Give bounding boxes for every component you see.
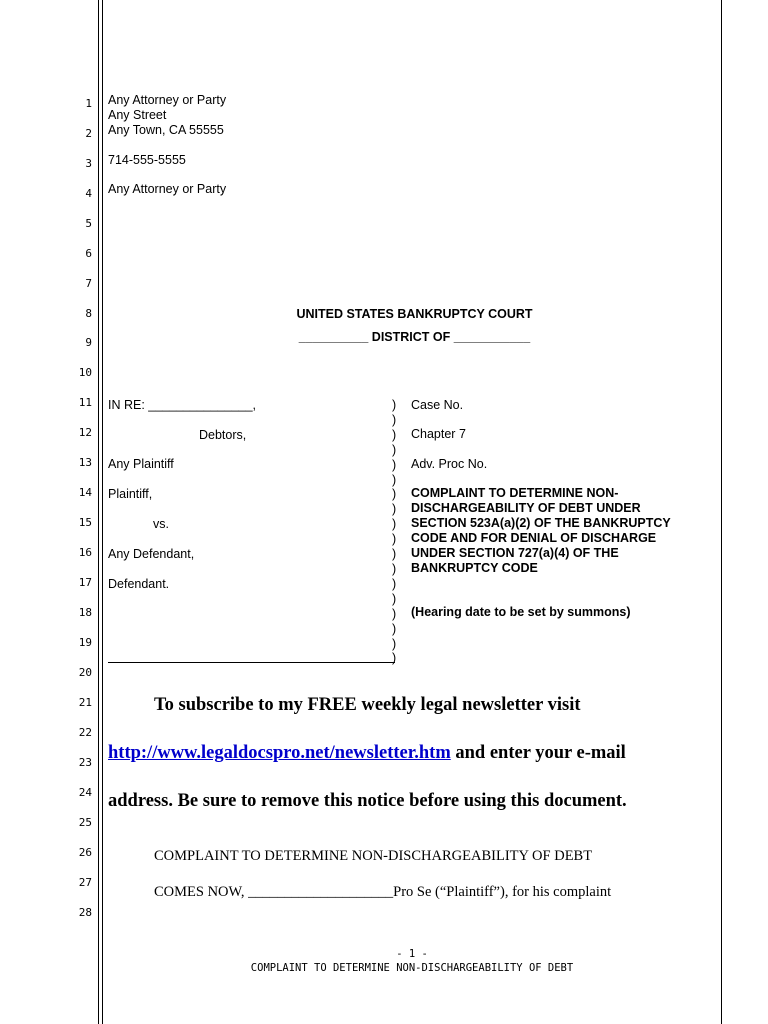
line-number: 10: [78, 366, 92, 379]
line-number: 25: [78, 816, 92, 829]
line-number: 27: [78, 876, 92, 889]
line-number: 26: [78, 846, 92, 859]
line-number: 14: [78, 486, 92, 499]
paren: ): [392, 621, 397, 636]
line-number: 11: [78, 396, 92, 409]
attorney-city: Any Town, CA 55555: [108, 123, 224, 137]
notice-line-1: To subscribe to my FREE weekly legal newsletter visit: [154, 695, 581, 715]
line-number: 1: [85, 97, 92, 110]
plaintiff-name: Any Plaintiff: [108, 457, 174, 471]
complaint-title-line: COMPLAINT TO DETERMINE NON-: [411, 486, 619, 500]
paren: ): [392, 547, 397, 562]
line-number: 4: [85, 187, 92, 200]
line-number: 12: [78, 426, 92, 439]
notice-line-2-text: and enter your e-mail: [450, 743, 626, 763]
case-number-label: Case No.: [411, 398, 464, 412]
paren: ): [392, 412, 397, 427]
footer-title: COMPLAINT TO DETERMINE NON-DISCHARGEABILITY OF DEBT: [250, 962, 574, 974]
paren: ): [392, 591, 397, 606]
line-number: 20: [78, 666, 92, 679]
line-number: 16: [78, 546, 92, 559]
line-number: 9: [85, 336, 92, 349]
paren: ): [392, 561, 397, 576]
line-number: 3: [85, 157, 92, 170]
complaint-title-block: [411, 486, 671, 576]
court-name: UNITED STATES BANKRUPTCY COURT: [296, 307, 533, 321]
versus-label: vs.: [153, 517, 169, 531]
paren: ): [392, 487, 397, 502]
complaint-title-line: DISCHARGEABILITY OF DEBT UNDER: [411, 501, 641, 515]
notice-line-3: address. Be sure to remove this notice before using this document.: [108, 791, 627, 811]
line-number: 8: [85, 307, 92, 320]
paren: ): [392, 636, 397, 651]
chapter-label: Chapter 7: [411, 427, 466, 441]
body-heading: COMPLAINT TO DETERMINE NON-DISCHARGEABILITY OF DEBT: [154, 848, 593, 864]
left-margin-rule-inner: [102, 0, 103, 1024]
line-number: 7: [85, 277, 92, 290]
line-number: 15: [78, 516, 92, 529]
line-number: 18: [78, 606, 92, 619]
paren: ): [392, 398, 397, 412]
comes-now-line: [154, 884, 611, 901]
court-district: __________ DISTRICT OF ___________: [298, 330, 531, 344]
attorney-name: Any Attorney or Party: [108, 93, 227, 107]
paren: ): [392, 517, 397, 532]
comes-now-prefix: COMES NOW,: [154, 884, 249, 900]
line-number: 24: [78, 786, 92, 799]
paren: ): [392, 576, 397, 591]
paren: ): [392, 502, 397, 517]
right-margin-rule: [721, 0, 722, 1024]
paren: ): [392, 651, 397, 666]
plaintiff-blank: ____________________: [248, 884, 394, 900]
paren: ): [392, 606, 397, 621]
attorney-phone: 714-555-5555: [108, 153, 186, 167]
line-number: 19: [78, 636, 92, 649]
caption-parentheses: [392, 398, 396, 666]
comes-now-suffix: Pro Se (“Plaintiff”), for his complaint: [393, 884, 612, 900]
line-number: 13: [78, 456, 92, 469]
newsletter-link[interactable]: http://www.legaldocspro.net/newsletter.htm: [108, 743, 451, 763]
attorney-for: Any Attorney or Party: [108, 182, 227, 196]
notice-line-2: [108, 743, 626, 764]
debtors-label: Debtors,: [199, 428, 247, 442]
in-re: IN RE: _______________,: [108, 398, 257, 412]
paren: ): [392, 472, 397, 487]
line-number: 2: [85, 127, 92, 140]
complaint-title-line: BANKRUPTCY CODE: [411, 561, 538, 575]
hearing-date-note: (Hearing date to be set by summons): [411, 605, 631, 619]
paren: ): [392, 457, 397, 472]
left-margin-rule-outer: [98, 0, 99, 1024]
line-number: 23: [78, 756, 92, 769]
complaint-title-line: SECTION 523A(a)(2) OF THE BANKRUPTCY: [411, 516, 671, 530]
line-number: 5: [85, 217, 92, 230]
line-number: 28: [78, 906, 92, 919]
line-number: 6: [85, 247, 92, 260]
line-number: 22: [78, 726, 92, 739]
adversary-proceeding-label: Adv. Proc No.: [411, 457, 488, 471]
caption-bottom-rule: [108, 662, 395, 663]
line-number: 21: [78, 696, 92, 709]
defendant-name: Any Defendant,: [108, 547, 195, 561]
line-number: 17: [78, 576, 92, 589]
attorney-street: Any Street: [108, 108, 167, 122]
defendant-label: Defendant.: [108, 577, 170, 591]
paren: ): [392, 427, 397, 442]
complaint-title-line: UNDER SECTION 727(a)(4) OF THE: [411, 546, 619, 560]
plaintiff-label: Plaintiff,: [108, 487, 153, 501]
paren: ): [392, 442, 397, 457]
complaint-title-line: CODE AND FOR DENIAL OF DISCHARGE: [411, 531, 657, 545]
page-number: - 1 -: [396, 948, 428, 960]
paren: ): [392, 532, 397, 547]
